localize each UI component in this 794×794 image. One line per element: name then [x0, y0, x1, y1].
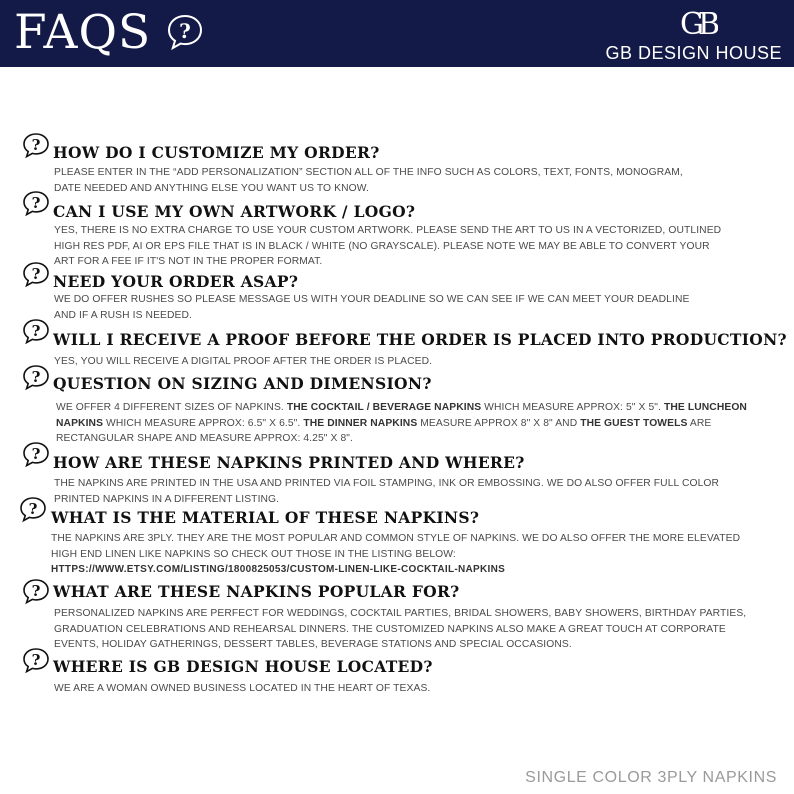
faq-answer	[54, 476, 774, 507]
answer-line: HIGH RES PDF, AI OR EPS FILE THAT IS IN BLACK / WHITE (NO GRAYSCALE). PLEASE NOTE WE MAY BE ABLE TO CONVERT YOUR	[54, 240, 710, 252]
answer-emphasis: THE LUNCHEON	[663, 402, 747, 413]
faq-answer	[54, 223, 774, 270]
answer-text: WHICH MEASURE APPROX: 5" X 5".	[481, 402, 664, 413]
answer-line: PRINTED NAPKINS IN A DIFFERENT LISTING.	[54, 493, 280, 505]
question-bubble-icon	[22, 364, 50, 391]
faq-question: WILL I RECEIVE A PROOF BEFORE THE ORDER IS PLACED INTO PRODUCTION?	[53, 330, 787, 349]
faq-answer	[54, 165, 774, 196]
answer-text: MEASURE APPROX 8" X 8" AND	[417, 417, 581, 429]
answer-emphasis: THE DINNER NAPKINS	[303, 417, 418, 429]
faq-answer	[54, 681, 774, 697]
question-bubble-icon	[22, 190, 50, 217]
question-bubble-icon	[22, 132, 50, 159]
faq-question: QUESTION ON SIZING AND DIMENSION?	[53, 374, 432, 393]
answer-line: GRADUATION CELEBRATIONS AND REHEARSAL DINNERS. THE CUSTOMIZED NAPKINS ALSO MAKE A GREAT TOUCH AT CORPORATE	[54, 623, 726, 635]
answer-emphasis: NAPKINS	[56, 417, 104, 429]
answer-line	[56, 400, 776, 416]
faq-question: HOW DO I CUSTOMIZE MY ORDER?	[53, 143, 380, 162]
answer-text: WHICH MEASURE APPROX: 6.5" X 6.5".	[103, 417, 304, 429]
answer-line: PERSONALIZED NAPKINS ARE PERFECT FOR WEDDINGS, COCKTAIL PARTIES, BRIDAL SHOWERS, BABY SHOWERS, BIRTHDAY PARTIES,	[54, 608, 747, 619]
answer-line: PLEASE ENTER IN THE “ADD PERSONALIZATION” SECTION ALL OF THE INFO SUCH AS COLORS, TEXT, FONTS, MONOGRAM,	[54, 167, 683, 178]
answer-line: EVENTS, HOLIDAY GATHERINGS, DESSERT TABLES, BEVERAGE STATIONS AND SPECIAL OCCASIONS.	[54, 639, 572, 650]
answer-text: WE OFFER 4 DIFFERENT SIZES OF NAPKINS.	[56, 402, 287, 413]
svg-text:?: ?	[179, 19, 191, 43]
answer-text: ARE	[687, 417, 712, 429]
gb-monogram-logo	[676, 4, 718, 40]
question-bubble-icon	[22, 318, 50, 345]
answer-line: THE NAPKINS ARE PRINTED IN THE USA AND PRINTED VIA FOIL STAMPING, INK OR EMBOSSING. WE DO ALSO OFFER FULL COLOR	[54, 478, 720, 489]
faq-question: WHERE IS GB DESIGN HOUSE LOCATED?	[53, 657, 433, 676]
faq-question: WHAT ARE THESE NAPKINS POPULAR FOR?	[53, 582, 460, 601]
answer-line: YES, YOU WILL RECEIVE A DIGITAL PROOF AFTER THE ORDER IS PLACED.	[54, 356, 433, 367]
answer-line: YES, THERE IS NO EXTRA CHARGE TO USE YOUR CUSTOM ARTWORK. PLEASE SEND THE ART TO US IN A VECTORIZED, OUTLINED	[54, 225, 722, 236]
brand-name: GB DESIGN HOUSE	[605, 43, 782, 63]
answer-line	[56, 416, 776, 432]
answer-emphasis: THE COCKTAIL / BEVERAGE NAPKINS	[286, 402, 482, 413]
question-bubble-icon	[19, 496, 47, 523]
answer-line: THE NAPKINS ARE 3PLY. THEY ARE THE MOST POPULAR AND COMMON STYLE OF NAPKINS. WE DO ALSO OFFER THE MORE ELEVATED	[51, 533, 741, 544]
answer-emphasis: THE GUEST TOWELS	[580, 417, 688, 429]
faq-answer	[56, 400, 776, 447]
question-bubble-icon	[22, 578, 50, 605]
faq-question: CAN I USE MY OWN ARTWORK / LOGO?	[53, 202, 416, 221]
answer-line: RECTANGULAR SHAPE AND MEASURE APPROX: 4.25" X 8".	[56, 433, 353, 444]
faq-answer	[54, 606, 774, 653]
answer-line: HIGH END LINEN LIKE NAPKINS SO CHECK OUT THOSE IN THE LISTING BELOW:	[51, 548, 456, 560]
answer-line: AND IF A RUSH IS NEEDED.	[54, 309, 193, 321]
page-title: FAQS	[14, 5, 152, 60]
header-banner	[0, 0, 794, 67]
question-bubble-icon	[22, 261, 50, 288]
faq-answer	[54, 354, 774, 370]
faq-question: HOW ARE THESE NAPKINS PRINTED AND WHERE?	[53, 453, 525, 472]
question-bubble-icon	[165, 13, 205, 53]
listing-link[interactable]: HTTPS://WWW.ETSY.COM/LISTING/1800825053/CUSTOM-LINEN-LIKE-COCKTAIL-NAPKINS	[51, 564, 506, 575]
question-bubble-icon	[22, 441, 50, 468]
faq-question: WHAT IS THE MATERIAL OF THESE NAPKINS?	[51, 508, 480, 527]
answer-line: WE DO OFFER RUSHES SO PLEASE MESSAGE US WITH YOUR DEADLINE SO WE CAN SEE IF WE CAN MEET YOUR DEADLINE	[54, 294, 690, 305]
answer-line: DATE NEEDED AND ANYTHING ELSE YOU WANT US TO KNOW.	[54, 182, 369, 194]
svg-text:GB: GB	[679, 7, 715, 40]
faq-answer	[51, 531, 771, 578]
answer-line: ART FOR A FEE IF IT'S NOT IN THE PROPER FORMAT.	[54, 256, 323, 267]
footer-product-label: SINGLE COLOR 3PLY NAPKINS	[525, 769, 777, 786]
faq-question: NEED YOUR ORDER ASAP?	[53, 272, 299, 291]
answer-line: WE ARE A WOMAN OWNED BUSINESS LOCATED IN THE HEART OF TEXAS.	[54, 683, 431, 694]
question-bubble-icon	[22, 647, 50, 674]
faq-answer	[54, 292, 774, 323]
